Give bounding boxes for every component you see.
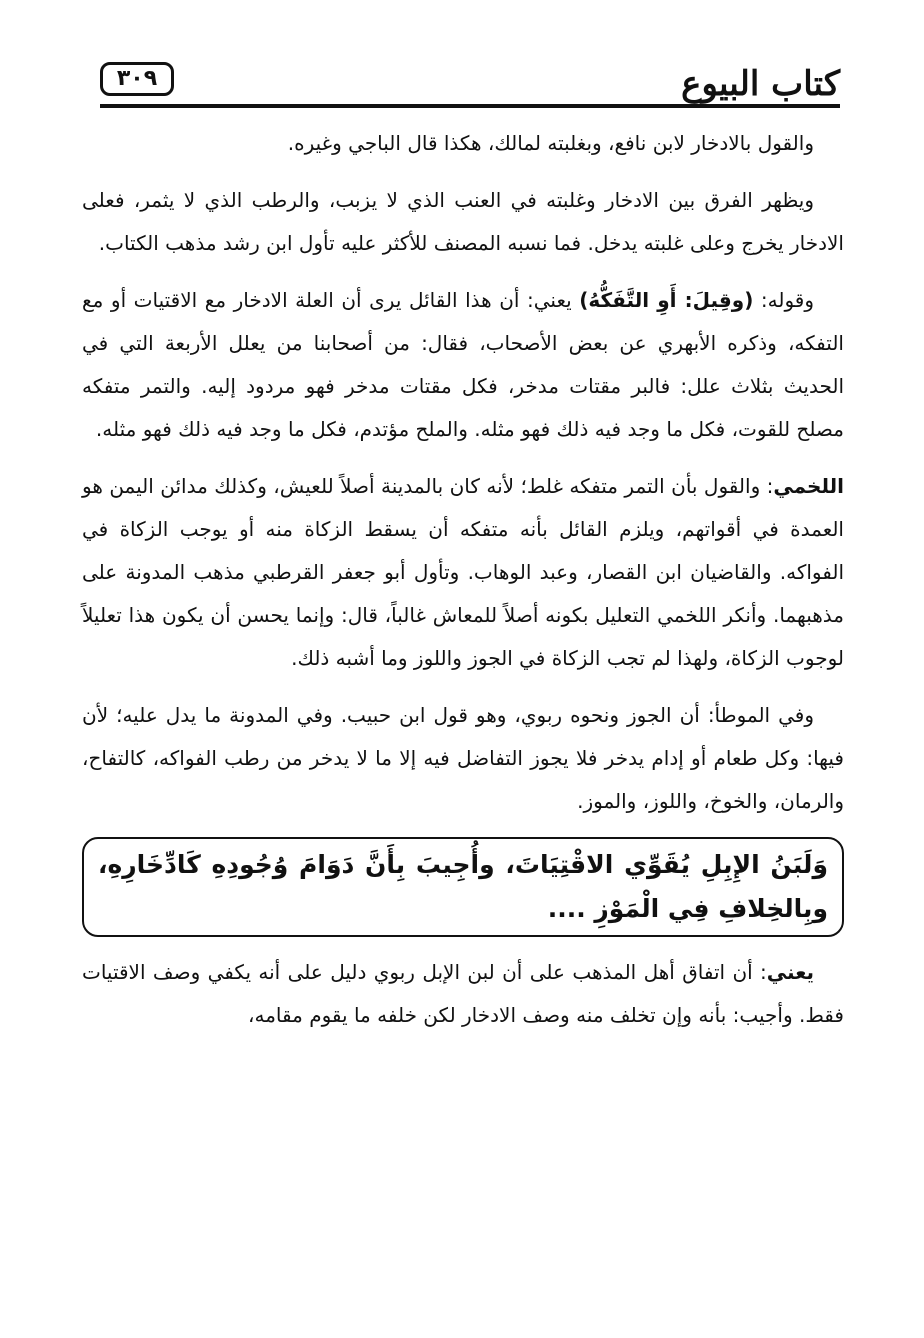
paragraph-3: [82, 279, 844, 451]
paragraph-2: ويظهر الفرق بين الادخار وغلبته في العنب الذي لا يزبب، والرطب الذي لا يثمر، فعلى الادخار يخرج وعلى غلبته يدخل. فما نسبه المصنف للأكثر عليه تأول ابن رشد مذهب الكتاب.: [82, 188, 844, 255]
paragraph-4: [82, 465, 844, 680]
paragraph-6-text: : أن اتفاق أهل المذهب على أن لبن الإبل ربوي دليل على أنه يكفي وصف الاقتيات فقط. وأجيب: بأنه وإن تخلف منه وصف الادخار لكن خلفه ما يقوم مقامه،: [82, 960, 844, 1027]
paragraph-1: والقول بالادخار لابن نافع، وبغلبته لمالك، هكذا قال الباجي وغيره.: [287, 131, 814, 155]
paragraph-5: وفي الموطأ: أن الجوز ونحوه ربوي، وهو قول ابن حبيب. وفي المدونة ما يدل عليه؛ لأن فيها: وكل طعام أو إدام يدخر فلا يجوز التفاضل فيه إلا ما لا يدخر من رطب الفواكه، كالتفاح، والرمان، والخوخ، واللوز، والموز.: [82, 703, 844, 813]
page-header: [100, 60, 840, 112]
paragraph-6: [82, 951, 844, 1037]
page-number: ٣٠٩: [100, 62, 174, 96]
paragraph-3-text: يعني: أن هذا القائل يرى أن العلة الادخار مع الاقتيات أو مع التفكه، وذكره الأبهري عن بعض الأصحاب، فقال: من أصحابنا من يعلل الأربعة التي في الحديث بثلاث علل: فالبر مقتات مدخر، فكل مقتات مدخر فهو مردود إليه. والتمر متفكه مصلح للقوت، فكل ما وجد فيه ذلك فهو مثله. والملح مؤتدم، فكل ما وجد فيه ذلك فهو مثله.: [82, 288, 844, 441]
paragraph-3-intro: وقوله:: [753, 288, 814, 312]
quoted-matn: (وقِيلَ: أَوِ التَّفَكُّهُ): [579, 288, 754, 312]
paragraph-4-text: : والقول بأن التمر متفكه غلط؛ لأنه كان بالمدينة أصلاً للعيش، وكذلك مدائن اليمن هو العمدة في أقواتهم، ويلزم القائل بأنه متفكه أن يسقط الزكاة منه أو يوجب الزكاة في الفواكه. والقاضيان ابن القصار، وعبد الوهاب. وتأول أبو جعفر القرطبي مذهب المدونة على مذهبهما. وأنكر اللخمي التعليل بكونه أصلاً للمعاش غالباً، قال: وإنما يحسن أن يكون هذا تعليلاً لوجوب الزكاة، ولهذا لم تجب الزكاة في الجوز واللوز وما أشبه ذلك.: [82, 474, 844, 670]
chapter-title: كتاب البيوع: [681, 64, 840, 104]
header-rule: [100, 104, 840, 108]
explanation-label: يعني: [766, 960, 814, 984]
matn-box: وَلَبَنُ الإِبِلِ يُقَوِّي الاقْتِيَاتَ، وأُجِيبَ بِأَنَّ دَوَامَ وُجُودِهِ كَادِّخَارِهِ، وبِالخِلافِ فِي الْمَوْزِ ....: [82, 837, 844, 937]
page-body: [82, 122, 844, 1051]
author-label: اللخمي: [773, 474, 844, 498]
